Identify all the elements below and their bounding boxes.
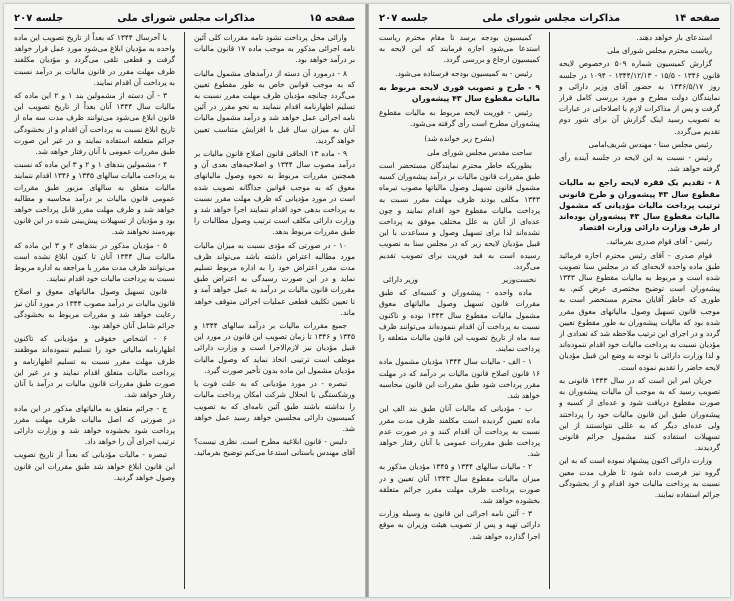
paragraph: ۲ - مالیات سالهای ۱۳۴۴ و ۱۳۴۵ مؤدیان مذکور به میزان مالیات مقطوع سال ۱۳۴۳ آنان تعیین و در صورت پرداخت ظرف مهلت مقرر جرائم متعلقه بخشوده خواهد شد.	[379, 462, 540, 505]
paragraph: قانون تسهیل وصول مالیاتهای معوق و اصلاح قانون مالیات بر درآمد مصوب ۱۳۴۴ در مورد آنان نیز رعایت خواهد شد و مقررات مربوط به بخشودگی جرائم شامل آنان خواهد بود.	[14, 287, 175, 331]
section-heading: ۹ - طرح و تصویب فوری لایحه مربوط به مالیات مقطوع سال ۴۳ پیشه‌وران	[379, 82, 540, 104]
paragraph: استدعای بار خواهد دهند.	[636, 33, 712, 42]
paragraph: وزارت دارائی اکنون پیشنهاد نموده است که به این گروه نیز فرصت داده شود تا ظرف مدت معین نسبت به پرداخت مالیات خود اقدام و از بخشودگی جرائم استفاده نمایند.	[559, 456, 720, 499]
right-page	[369, 4, 730, 597]
paragraph: جمیع مقررات مالیات بر درآمد سالهای ۱۳۴۴ و ۱۳۴۵ و ۱۳۴۶ تا زمان تصویب این قانون در مورد این قبیل مؤدیان نیز لازم‌الاجرا است و وزارت دارائی موظف است ترتیبی اتخاذ نماید که وصول مالیات مؤدیان مشمول این ماده بدون تأخیر صورت گیرد.	[194, 321, 355, 375]
left-page	[4, 4, 365, 597]
left-page-header	[14, 10, 355, 29]
book-spread	[4, 4, 730, 597]
text-column	[14, 32, 175, 589]
paragraph: ۳ - آئین نامه اجرائی این قانون به وسیله وزارت دارائی تهیه و پس از تصویب هیئت وزیران به موقع اجرا گذارده خواهد شد.	[379, 509, 540, 541]
paragraph: رئیس - نسبت به این لایحه در جلسه آینده رأی گرفته خواهد شد.	[559, 153, 720, 174]
paragraph: رئیس - به کمیسیون بودجه فرستاده می‌شود.	[395, 68, 532, 78]
paragraph: ریاست محترم مجلس شورای ملی	[607, 46, 712, 56]
signatory: نخست‌وزیر	[502, 275, 536, 285]
paragraph: دلیس - قانون ابلاغیه مطرح است. نظری نیست؟ آقای مهندس باستانی استدعا می‌کنم توضیح بفرمائید.	[194, 437, 355, 458]
paragraph: بطوریکه خاطر محترم نمایندگان مستحضر است طبق مقررات قانون مالیات بر درآمد پیشه‌وران کسبه مشمول قانون تسهیل وصول مالیاتها مصوب تیرماه ۱۳۴۳ مکلف بودند ظرف مهلت مقرر نسبت به پرداخت مالیات مقطوع خود اقدام نمایند و چون عده‌ای از آنان به علل مختلف موفق به پرداخت نشده‌اند لذا برای تسهیل وصول و مساعدت با این قبیل مؤدیان لایحه زیر که در مجلس سنا به تصویب رسیده است به قید فوریت برای تصویب تقدیم می‌گردد.	[379, 161, 540, 271]
left-page-columns	[14, 32, 355, 589]
session-label: جلسه ۲۰۷	[379, 12, 429, 24]
text-column	[379, 32, 540, 589]
paragraph: ۱ - الف - مالیات سال ۱۳۴۴ مؤدیان مشمول ماده ۱۶ قانون اصلاح قانون مالیات بر درآمد که در مهلت مقرر پرداخت شود طبق مقررات این قانون محاسبه خواهد شد.	[379, 357, 540, 401]
paragraph: ۱۰ - در صورتی که مؤدی نسبت به میزان مالیات مورد مطالبه اعتراض داشته باشد می‌تواند ظرف مدت مقرر اعتراض خود را به اداره مربوط تسلیم نماید و در این صورت رسیدگی به اعتراض طبق مقررات قانون مالیات بر درآمد به عمل خواهد آمد و تا تعیین تکلیف قطعی عملیات اجرائی متوقف خواهد ماند.	[194, 240, 355, 317]
session-label: جلسه ۲۰۷	[14, 12, 64, 24]
signature-line	[383, 274, 536, 285]
section-heading: ۸ - تقدیم یک فقره لایحه راجع به مالیات مقطوع سال ۴۳ پیشه‌وران و طرح قانونی ترتیب پرداخت مالیات مؤدیانی که مشمول مالیات مقطوع سال ۴۳ پیشه‌وران بوده‌اند از طرف وزارت دارائی وزارت اقتصاد	[559, 178, 720, 233]
paragraph: ۹ - ماده ۱۳ الحاقی قانون اصلاح قانون مالیات بر درآمد مصوب سال ۱۳۴۴ و اصلاحیه‌های بعدی آن و همچنین مقررات مربوط به نحوه وصول مالیاتهای معوق که به موجب قوانین جداگانه تصویب شده است در مورد مؤدیانی که ظرف مهلت مقرر نسبت به پرداخت بدهی خود اقدام ننمایند اجرا خواهد شد و وزارت دارائی مکلف است ترتیب وصول مطالبات را طبق مقررات مربوط بدهد.	[194, 149, 355, 237]
text-column	[559, 32, 720, 589]
paragraph: با آخرسال ۱۳۴۴ که بعداً از تاریخ تصویب این ماده واحده به مؤدیان ابلاغ می‌شود مورد عمل قرار خواهد گرفت و قطعی تلقی می‌گردد و مؤدیان مکلفند ظرف مهلت مقرر در قانون مالیات بر درآمد نسبت به پرداخت آن اقدام نمایند.	[14, 33, 175, 87]
paragraph: رئیس مجلس سنا - مهندس شریف‌امامی	[588, 139, 712, 149]
paragraph: جریان امر این است که در سال ۱۳۴۳ قانونی به تصویب رسید که به موجب آن مالیات پیشه‌وران به صورت مقطوع دریافت شود و عده‌ای از کسبه و پیشه‌وران طبق این قانون مالیات خود را پرداختند ولی عده‌ای دیگر که به عللی نتوانستند از این تسهیلات استفاده کنند مشمول جرائم قانونی گردیدند.	[559, 375, 720, 453]
publication-title: مذاکرات مجلس شورای ملی	[482, 12, 621, 24]
paragraph: گزارش کمیسیون شماره ۵۰۹ درخصوص لایحه قانون ۱۳۴۶ - ۱۵/۵ - ۱۳۴۴/۱۲/۱۳ - ۱۰۹۴ در جلسه روز ۱۳۴۶/۵/۱۷ به حضور آقای وزیر دارائی و نمایندگان دولت مطرح و مورد بررسی کامل قرار گرفت و پس از مذاکرات لازم با اصلاحاتی در عبارات به تصویب رسید اینک گزارش آن برای شور دوم تقدیم می‌گردد.	[559, 59, 720, 136]
column-divider	[549, 32, 550, 589]
publication-title: مذاکرات مجلس شورای ملی	[117, 12, 256, 24]
text-column	[194, 32, 355, 589]
centered-note: (بشرح زیر خوانده شد)	[424, 133, 495, 143]
paragraph: قوام صدری - آقای رئیس محترم اجازه فرمائید طبق ماده واحده لایحه‌ای که در مجلس سنا تصویب شده است و مربوط به مالیات مقطوع سال ۱۳۴۳ پیشه‌وران است توضیح مختصری عرض کنم. به طوری که خاطر آقایان محترم مستحضر است به موجب قانون تسهیل وصول مالیاتهای معوق مقرر شده بود که مالیات پیشه‌وران به طور مقطوع تعیین گردد و در اجرای این ترتیب ملاحظه شد که تعدادی از مؤدیان نسبت به پرداخت مالیات خود اقدام ننموده‌اند و لذا وزارت دارائی با توجه به وضع این قبیل مؤدیان لایحه حاضر را تقدیم نموده است.	[559, 250, 720, 372]
signatory: وزیر دارائی	[383, 275, 418, 285]
paragraph: ساحت مقدس مجلس شورای ملی	[427, 147, 532, 157]
page-number-label: صفحه ۱۵	[309, 12, 355, 24]
paragraph: ۳ - آن دسته از مشمولین بند ۱ و ۲ این ماده که مالیات سال ۱۳۴۴ آنان بعداً از تاریخ تصویب این قانون ابلاغ می‌شود می‌توانند ظرف مدت سه ماه از تاریخ ابلاغ نسبت به پرداخت آن اقدام و از بخشودگی جرائم متعلقه استفاده نمایند و در غیر این صورت طبق مقررات عمومی با آنان رفتار خواهد شد.	[14, 91, 175, 157]
paragraph: وارائی محل پرداخت نشود تامه مقررات کلی آئین نامه اجرائی مذکور به موجب ماده ۱۷ قانون مالیات بر درآمد خواهد بود.	[194, 33, 355, 65]
paragraph: ۴ - مشمولین بندهای ۱ و ۲ و ۳ این ماده که نسبت به پرداخت مالیات سالهای ۱۳۴۵ و ۱۳۴۶ اقدام ننمایند مالیات متعلق به سالهای مزبور طبق مقررات عمومی قانون مالیات بر درآمد محاسبه و مطالبه خواهد شد و ظرف مهلت مقرر قابل پرداخت خواهد بود و مؤدیان از تسهیلات پیش‌بینی شده در این قانون بهره‌مند نخواهند شد.	[14, 160, 175, 237]
paragraph: رئیس - فوریت لایحه مربوط به مالیات مقطوع پیشه‌وران مطرح است رأی گرفته می‌شود.	[379, 108, 540, 129]
paragraph: ب - مؤدیانی که مالیات آنان طبق بند الف این ماده تعیین گردیده است مکلفند ظرف مدت مقرر نسبت به پرداخت آن اقدام کنند و در صورت عدم پرداخت طبق مقررات عمومی با آنان رفتار خواهد شد.	[379, 404, 540, 459]
paragraph: ۵ - مؤدیان مذکور در بندهای ۲ و ۳ این ماده که مالیات سال ۱۳۴۴ آنان تا کنون ابلاغ نشده است می‌توانند ظرف مدت مقرر با مراجعه به اداره مربوط نسبت به پرداخت مالیات خود اقدام نمایند.	[14, 240, 175, 284]
paragraph: رئیس - آقای قوام صدری بفرمائید.	[606, 237, 712, 247]
page-number-label: صفحه ۱۴	[674, 12, 720, 24]
paragraph: ۸ - درمورد آن دسته از درآمدهای مشمول مالیات که به موجب قوانین خاص به طور مقطوع تعیین می‌گردد چنانچه مؤدیان ظرف مهلت مقرر نسبت به تسلیم اظهارنامه اقدام ننمایند به نحو مقرر در آئین نامه اجرائی عمل خواهد شد و درآمد مشمول مالیات آنان به میزان سال قبل با افزایش متناسب تعیین خواهد گردید.	[194, 68, 355, 145]
paragraph: تبصره - در مورد مؤدیانی که به علت فوت یا ورشکستگی یا انحلال شرکت امکان پرداخت مالیات را نداشته باشند طبق آئین نامه‌ای که به تصویب کمیسیون دارائی مجلسین خواهد رسید عمل خواهد شد.	[194, 379, 355, 433]
right-page-header	[379, 10, 720, 29]
column-divider	[184, 32, 185, 589]
paragraph: ج - جرائم متعلق به مالیاتهای مذکور در این ماده در صورتی که اصل مالیات ظرف مهلت مقرر پرداخت شود بخشوده خواهد شد و وزارت دارائی ترتیب اجرای آن را خواهد داد.	[14, 403, 175, 447]
paragraph: تبصره - مالیات مؤدیانی که بعداً از تاریخ تصویب این قانون ابلاغ خواهد شد طبق مقررات این قانون وصول خواهد گردید.	[14, 450, 175, 482]
paragraph: ماده واحده - پیشه‌وران و کسبه‌ای که طبق مقررات قانون تسهیل وصول مالیاتهای معوق مشمول مالیات مقطوع سال ۱۳۴۳ بوده و تاکنون نسبت به پرداخت آن اقدام ننموده‌اند می‌توانند ظرف سه ماه از تاریخ تصویب این قانون مالیات متعلقه را پرداخت نمایند.	[379, 288, 540, 354]
paragraph: کمیسیون بودجه برسد تا مقام محترم ریاست استدعا می‌شود اجازه فرمایند که این لایحه به کمیسیون ارجاع و بررسی گردد.	[379, 33, 540, 65]
paragraph: ۶ - اشخاص حقوقی و مؤدیانی که تاکنون اظهارنامه مالیاتی خود را تسلیم ننموده‌اند موظفند ظرف مهلت مقرر نسبت به تسلیم اظهارنامه و پرداخت مالیات متعلق اقدام نمایند و در غیر این صورت طبق مقررات قانون مالیات بر درآمد با آنان رفتار خواهد شد.	[14, 334, 175, 400]
right-page-columns	[379, 32, 720, 589]
